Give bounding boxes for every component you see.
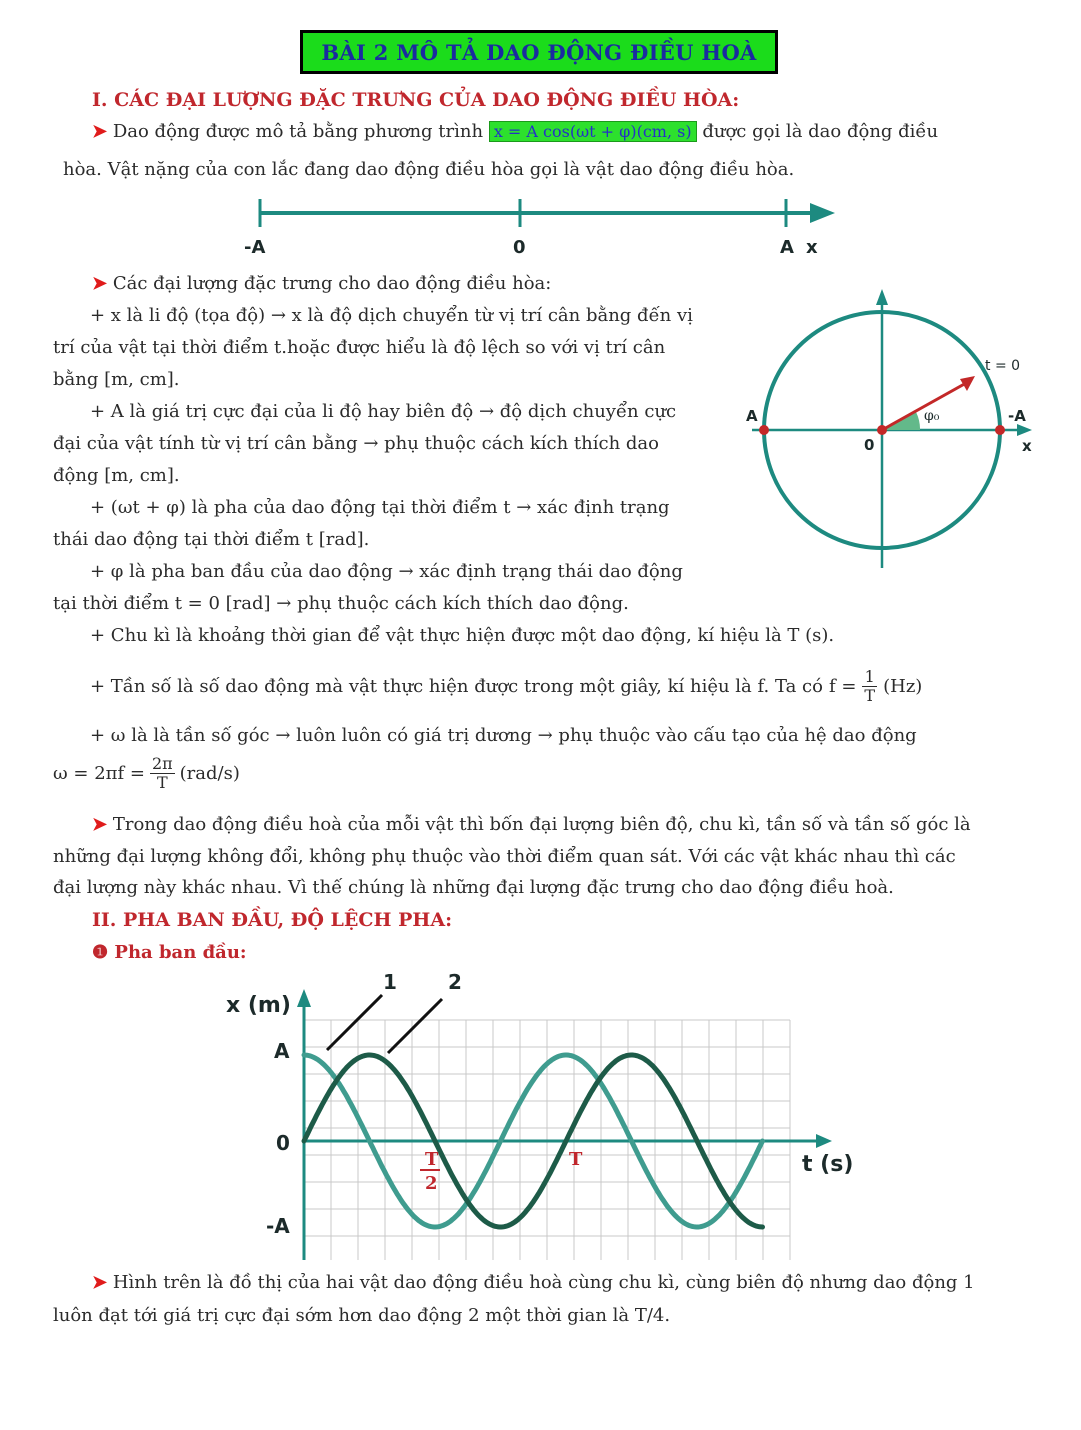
y-axis-label: x (m) [226,993,291,1018]
label-x: x [806,237,818,258]
char-line: thái dao động tại thời điểm t [rad]. [53,529,370,550]
bullet-icon: ➤ [92,273,108,294]
y-axis-arrow-icon [876,289,888,305]
char-line: đại của vật tính từ vị trí cân bằng → phụ thuộc cách kích thích dao [53,433,659,454]
char-lead: ➤ Các đại lượng đặc trưng cho dao động điều hòa: [92,273,552,294]
label-pos-A: A [780,237,794,258]
phase-circle-diagram [742,283,1042,583]
point-A-dot [759,425,769,435]
number-marker: ❶ [92,942,109,963]
char-line: + (ωt + φ) là pha của dao động tại thời điểm t → xác định trạng [90,497,670,518]
subsection-initial-phase: ❶ Pha ban đầu: [92,942,247,963]
x-tick-half-den: 2 [425,1173,438,1194]
frequency-line: + Tần số là số dao động mà vật thực hiện được trong một giây, kí hiệu là f. Ta có f = $\frac{1}{T}$ (Hz) [90,667,923,705]
label-x: x [1022,437,1032,455]
x-axis-arrow-icon [1017,424,1032,436]
omega-formula: ω = 2πf = $\frac{2\pi}{T}$ (rad/s) [53,754,240,792]
fraction-1-over-T: $\frac{1}{T}$ [864,667,876,705]
caption-line-1: ➤ Hình trên là đồ thị của hai vật dao động điều hoà cùng chu kì, cùng biên độ nhưng dao động 1 [92,1272,975,1293]
intro-line-2: hòa. Vật nặng của con lắc đang dao động điều hòa gọi là vật dao động điều hòa. [63,159,795,180]
page-title: BÀI 2 MÔ TẢ DAO ĐỘNG ĐIỀU HOÀ [300,30,778,74]
x-tick-period: T [569,1149,583,1170]
char-line: trí của vật tại thời điểm t.hoặc được hiểu là độ lệch so với vị trí cân [53,337,666,358]
label-minus-A: -A [1008,407,1026,425]
y-tick-label: A [274,1039,290,1063]
intro-line-1: ➤ Dao động được mô tả bằng phương trình x = A cos(ωt + φ)(cm, s) được gọi là dao động điều [92,121,939,142]
series-2-leader [388,999,442,1053]
label-zero: 0 [513,237,526,258]
series-1-leader [327,995,382,1050]
label-A: A [746,407,758,425]
label-t0: t = 0 [985,358,1021,374]
char-line: + x là li độ (tọa độ) → x là độ dịch chuyển từ vị trí cân bằng đến vị [90,305,693,326]
y-tick-label: -A [266,1214,290,1238]
char-line: + A là giá trị cực đại của li độ hay biên độ → độ dịch chuyển cực [90,401,677,422]
char-line: + ω là là tần số góc → luôn luôn có giá trị dương → phụ thuộc vào cấu tạo của hệ dao động [90,725,917,746]
section-1-heading: I. CÁC ĐẠI LƯỢNG ĐẶC TRƯNG CỦA DAO ĐỘNG ĐIỀU HÒA: [92,89,740,111]
summary-line-3: đại lượng này khác nhau. Vì thế chúng là những đại lượng đặc trưng cho dao động điều hoà. [53,877,894,898]
equation-highlight: x = A cos(ωt + φ)(cm, s) [489,121,697,142]
bullet-icon: ➤ [92,121,108,142]
x-tick-half-num: T [425,1149,439,1170]
origin-dot [877,425,887,435]
char-line: động [m, cm]. [53,465,180,486]
x-axis-label: t (s) [802,1152,854,1177]
char-line: + φ là pha ban đầu của dao động → xác định trạng thái dao động [90,561,683,582]
char-line: bằng [m, cm]. [53,369,180,390]
bullet-icon: ➤ [92,1272,108,1293]
point-minus-A-dot [995,425,1005,435]
summary-line-2: những đại lượng không đổi, không phụ thuộc vào thời điểm quan sát. Với các vật khác nhau thì các [53,846,956,867]
summary-line-1: ➤ Trong dao động điều hoà của mỗi vật thì bốn đại lượng biên độ, chu kì, tần số và tần số góc là [92,814,971,835]
label-phi0: φ₀ [924,408,940,424]
section-2-heading: II. PHA BAN ĐẦU, ĐỘ LỆCH PHA: [92,909,453,931]
oscillation-chart [220,965,860,1265]
label-origin: 0 [864,436,875,454]
caption-line-2: luôn đạt tới giá trị cực đại sớm hơn dao động 2 một thời gian là T/4. [53,1305,671,1326]
bullet-icon: ➤ [92,814,108,835]
x-axis-arrow-icon [816,1134,832,1148]
series-1-label: 1 [383,970,397,994]
number-line-diagram [230,195,850,265]
char-line: tại thời điểm t = 0 [rad] → phụ thuộc cách kích thích dao động. [53,593,629,614]
arrow-right-icon [810,203,835,223]
label-neg-A: -A [244,237,266,258]
char-line: + Chu kì là khoảng thời gian để vật thực hiện được một dao động, kí hiệu là T (s). [90,625,835,646]
y-tick-label: 0 [276,1131,290,1155]
fraction-2pi-over-T: $\frac{2\pi}{T}$ [151,754,173,792]
series-2-label: 2 [448,970,462,994]
y-axis-arrow-icon [297,989,311,1007]
